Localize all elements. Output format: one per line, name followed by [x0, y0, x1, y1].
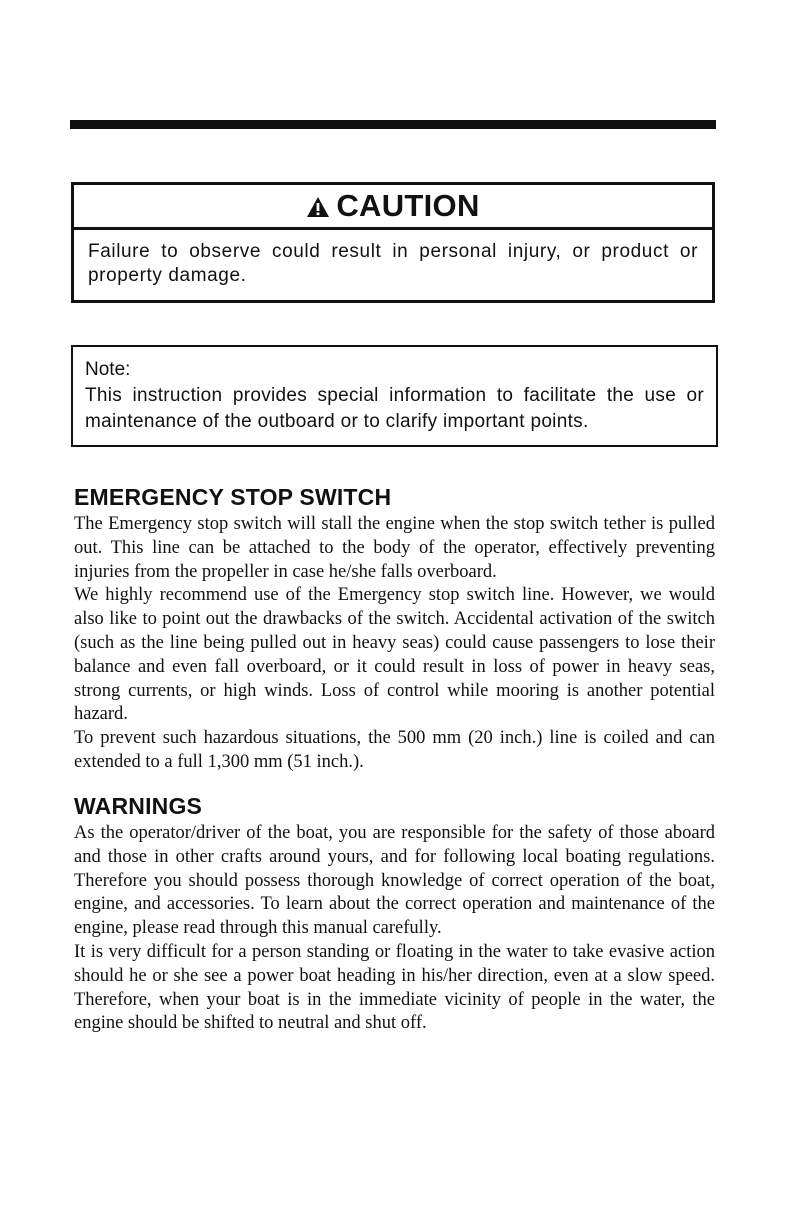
emergency-stop-section [74, 513, 715, 775]
paragraph: As the operator/driver of the boat, you are responsible for the safety of those aboard and those in other crafts around yours, and for following local boating regulations. Therefore you should possess thorough knowledge of correct operation of the boat, engine, and accessories. To learn about the correct operation and maintenance of the engine, please read through this manual carefully. [74, 823, 715, 939]
note-box [71, 345, 718, 447]
emergency-stop-heading: EMERGENCY STOP SWITCH [74, 484, 392, 510]
paragraph: It is very difficult for a person standing or floating in the water to take evasive action should he or she see a power boat heading in his/her direction, even at a slow speed. Therefore, when your boat is in the immediate vicinity of people in the water, the engine should be shifted to neutral and shut off. [74, 941, 715, 1034]
paragraph: The Emergency stop switch will stall the engine when the stop switch tether is pulled out. This line can be attached to the body of the operator, effectively preventing injuries from the propeller in case he/she falls overboard. [74, 514, 715, 582]
warnings-section [74, 822, 715, 1036]
paragraph: We highly recommend use of the Emergency stop switch line. However, we would also like to point out the drawbacks of the switch. Accidental activation of the switch (such as the line being pulled out in heavy seas) could cause passengers to lose their balance and even fall overboard, or it could result in loss of power in heavy seas, strong currents, or high winds. Loss of control while mooring is another potential hazard. [74, 585, 715, 725]
warnings-heading: WARNINGS [74, 793, 203, 819]
caution-box [71, 182, 715, 303]
caution-text: Failure to observe could result in personal injury, or product or property damage. [88, 241, 698, 286]
caution-header [74, 185, 712, 230]
top-divider-rule [70, 120, 716, 129]
caution-title: CAUTION [336, 188, 480, 223]
note-text: This instruction provides special information to facilitate the use or maintenance of the outboard or to clarify important points. [85, 385, 704, 432]
paragraph: To prevent such hazardous situations, the 500 mm (20 inch.) line is coiled and can extended to a full 1,300 mm (51 inch.). [74, 728, 715, 772]
warning-triangle-icon [306, 196, 330, 218]
note-label: Note: [85, 359, 131, 380]
